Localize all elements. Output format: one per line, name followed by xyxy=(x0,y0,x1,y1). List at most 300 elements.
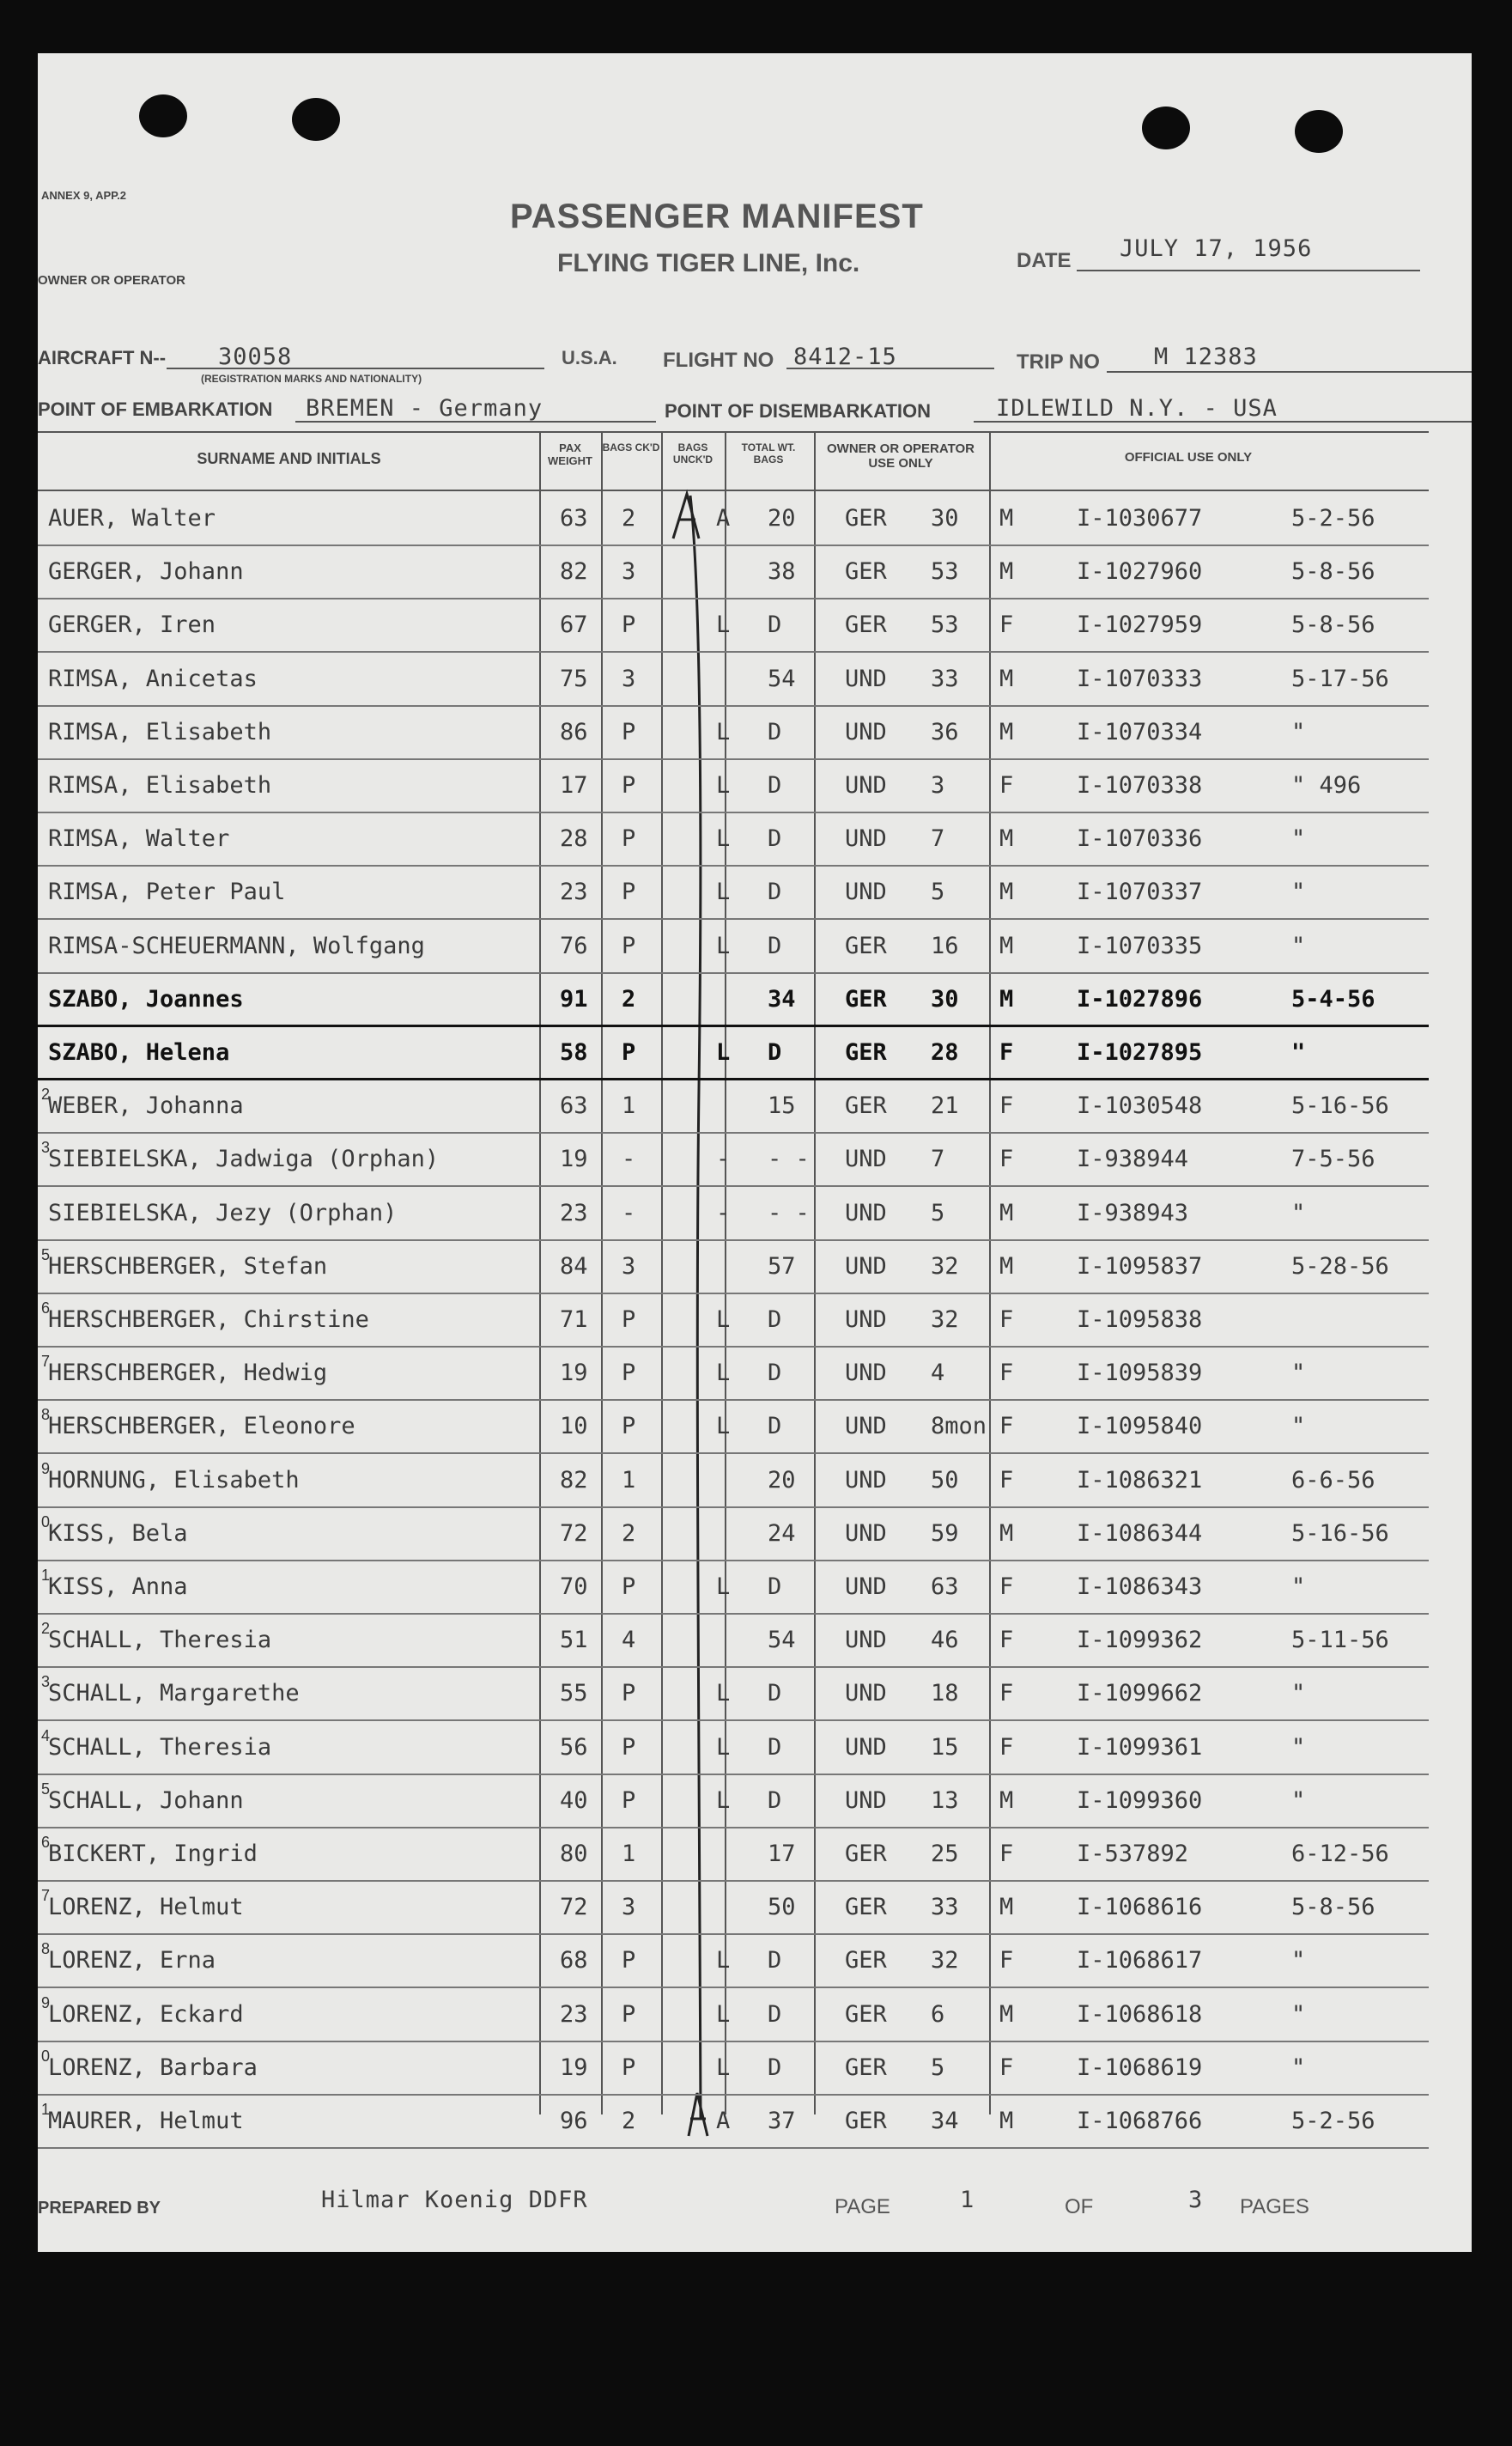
bags-checked: 3 xyxy=(622,1252,636,1280)
row-margin-number: 1 xyxy=(41,1567,51,1584)
nationality: UND xyxy=(845,718,887,745)
nationality: UND xyxy=(845,1252,887,1280)
document-id: I-1095839 xyxy=(1077,1360,1203,1387)
document-id: I-1070336 xyxy=(1077,825,1203,853)
document-id: I-1099360 xyxy=(1077,1786,1203,1814)
document-id: I-1095840 xyxy=(1077,1413,1203,1440)
table-row xyxy=(38,1775,1472,1828)
nationality: GER xyxy=(845,1947,887,1974)
row-margin-number: 1 xyxy=(41,2101,51,2118)
issue-date: " xyxy=(1291,1360,1306,1387)
passenger-name: SCHALL, Johann xyxy=(48,1786,244,1814)
passenger-name: HORNUNG, Elisabeth xyxy=(48,1466,300,1494)
bags-checked: 1 xyxy=(622,1092,636,1120)
bags-checked: P xyxy=(622,772,636,799)
row-margin-number: 3 xyxy=(41,1673,51,1691)
passenger-name: SZABO, Joannes xyxy=(48,985,244,1013)
age: 5 xyxy=(931,879,945,906)
document-id: I-1086321 xyxy=(1077,1466,1203,1494)
passenger-name: KISS, Bela xyxy=(48,1519,188,1547)
nationality: UND xyxy=(845,1519,887,1547)
age: 53 xyxy=(931,558,959,586)
pax-weight: 55 xyxy=(560,1680,588,1707)
row-margin-number: 2 xyxy=(41,1086,51,1104)
issue-date: " xyxy=(1291,825,1306,853)
bags-checked: 3 xyxy=(622,558,636,586)
pax-weight: 28 xyxy=(560,825,588,853)
row-margin-number: 3 xyxy=(41,1139,51,1157)
table-row xyxy=(38,2042,1472,2096)
age: 5 xyxy=(931,2054,945,2081)
total-weight: D xyxy=(768,1573,782,1600)
table-row xyxy=(38,760,1472,813)
total-weight: 54 xyxy=(768,1627,796,1654)
total-weight: D xyxy=(768,772,782,799)
issue-date: 5-4-56 xyxy=(1291,985,1375,1013)
issue-date: 6-12-56 xyxy=(1291,1841,1389,1867)
bags-checked: P xyxy=(622,1413,636,1440)
pax-weight: 80 xyxy=(560,1841,588,1867)
age: 28 xyxy=(931,1039,959,1066)
document-id: I-1095838 xyxy=(1077,1306,1203,1333)
age: 33 xyxy=(931,665,959,692)
bags-checked: 3 xyxy=(622,665,636,692)
document-id: I-1068616 xyxy=(1077,1894,1203,1921)
sex: F xyxy=(999,1680,1014,1707)
bags-checked: P xyxy=(622,1680,636,1707)
table-row xyxy=(38,1882,1472,1935)
passenger-name: SCHALL, Theresia xyxy=(48,1733,272,1761)
sex: M xyxy=(999,505,1014,532)
row-margin-number: 2 xyxy=(41,1620,51,1638)
bags-checked: P xyxy=(622,879,636,906)
issue-date: 5-17-56 xyxy=(1291,665,1389,692)
issue-date: 5-8-56 xyxy=(1291,1894,1375,1921)
of-label: OF xyxy=(1065,2195,1094,2218)
nationality: UND xyxy=(845,1413,887,1440)
total-weight: 37 xyxy=(768,2108,796,2134)
col-name-header: SURNAME AND INITIALS xyxy=(197,450,381,467)
nationality: GER xyxy=(845,1092,887,1120)
document-id: I-1070334 xyxy=(1077,718,1203,745)
bags-checked: P xyxy=(622,825,636,853)
table-row xyxy=(38,1828,1472,1882)
total-weight: D xyxy=(768,718,782,745)
age: 46 xyxy=(931,1627,959,1654)
sex: F xyxy=(999,1306,1014,1333)
total-weight: D xyxy=(768,612,782,639)
company-name: FLYING TIGER LINE, Inc. xyxy=(557,249,860,277)
age: 32 xyxy=(931,1252,959,1280)
row-margin-number: 9 xyxy=(41,1993,51,2011)
row-margin-number: 4 xyxy=(41,1726,51,1744)
pax-weight: 17 xyxy=(560,772,588,799)
pax-weight: 76 xyxy=(560,932,588,959)
sex: M xyxy=(999,1252,1014,1280)
document-id: I-1086343 xyxy=(1077,1573,1203,1600)
sex: F xyxy=(999,1841,1014,1867)
sex: F xyxy=(999,1947,1014,1974)
pax-weight: 70 xyxy=(560,1573,588,1600)
prepared-label: PREPARED BY xyxy=(38,2199,161,2218)
issue-date: 6-6-56 xyxy=(1291,1466,1375,1494)
date-value: JULY 17, 1956 xyxy=(1120,235,1313,262)
nationality: UND xyxy=(845,825,887,853)
document-id: I-1027895 xyxy=(1077,1039,1203,1066)
document-id: I-1027959 xyxy=(1077,612,1203,639)
bags-unchecked: L xyxy=(716,879,731,906)
age: 36 xyxy=(931,718,959,745)
table-row xyxy=(38,813,1472,867)
passenger-name: RIMSA, Walter xyxy=(48,825,230,853)
total-weight: D xyxy=(768,1680,782,1707)
sex: M xyxy=(999,2000,1014,2028)
table-row xyxy=(38,707,1472,760)
row-margin-number: 5 xyxy=(41,1780,51,1798)
bags-checked: P xyxy=(622,1039,636,1066)
table-row xyxy=(38,493,1472,546)
bags-checked: - xyxy=(622,1199,636,1226)
nationality: GER xyxy=(845,1841,887,1867)
col-weight-header: PAX WEIGHT xyxy=(548,441,592,467)
nationality: UND xyxy=(845,1573,887,1600)
bags-checked: 4 xyxy=(622,1627,636,1654)
nationality: GER xyxy=(845,612,887,639)
col-ckd-header: BAGS CK'D xyxy=(602,441,660,453)
bags-checked: P xyxy=(622,1573,636,1600)
age: 50 xyxy=(931,1466,959,1494)
annex-note: ANNEX 9, APP.2 xyxy=(41,189,126,202)
table-row xyxy=(38,1722,1472,1775)
pax-weight: 96 xyxy=(560,2108,588,2134)
nationality: GER xyxy=(845,558,887,586)
pax-weight: 82 xyxy=(560,1466,588,1494)
table-row xyxy=(38,1615,1472,1668)
sex: F xyxy=(999,772,1014,799)
table-row xyxy=(38,867,1472,920)
issue-date: 5-11-56 xyxy=(1291,1627,1389,1654)
document-id: I-1068619 xyxy=(1077,2054,1203,2081)
sex: M xyxy=(999,718,1014,745)
table-row xyxy=(38,654,1472,707)
table-row xyxy=(38,1935,1472,1988)
issue-date: " xyxy=(1291,932,1306,959)
sex: M xyxy=(999,558,1014,586)
punch-hole xyxy=(1142,106,1190,149)
issue-date: " xyxy=(1291,1039,1306,1066)
bags-checked: 2 xyxy=(622,2108,636,2134)
sex: M xyxy=(999,1519,1014,1547)
table-row xyxy=(38,1989,1472,2042)
bags-checked: - xyxy=(622,1146,636,1173)
table-row xyxy=(38,1080,1472,1134)
nationality: UND xyxy=(845,1466,887,1494)
total-weight: D xyxy=(768,1039,782,1066)
pax-weight: 19 xyxy=(560,1146,588,1173)
issue-date: 5-2-56 xyxy=(1291,2108,1375,2134)
table-row xyxy=(38,2096,1472,2149)
issue-date: " xyxy=(1291,1786,1306,1814)
pax-weight: 56 xyxy=(560,1733,588,1761)
col-official-header: OFFICIAL USE ONLY xyxy=(1124,450,1253,465)
bags-unchecked: L xyxy=(716,612,731,639)
bags-unchecked: A xyxy=(716,2108,731,2134)
total-weight: 20 xyxy=(768,505,796,532)
total-weight: D xyxy=(768,825,782,853)
passenger-name: SZABO, Helena xyxy=(48,1039,230,1066)
document-id: I-1068766 xyxy=(1077,2108,1203,2134)
pages-label: PAGES xyxy=(1240,2195,1309,2218)
bags-checked: P xyxy=(622,1947,636,1974)
total-weight: D xyxy=(768,2000,782,2028)
pax-weight: 23 xyxy=(560,1199,588,1226)
document-id: I-1099362 xyxy=(1077,1627,1203,1654)
trip-label: TRIP NO xyxy=(1017,350,1100,374)
nationality: GER xyxy=(845,1039,887,1066)
document-id: I-1027896 xyxy=(1077,985,1203,1013)
issue-date: 5-8-56 xyxy=(1291,558,1375,586)
punch-hole xyxy=(139,94,187,137)
total-weight: - - xyxy=(768,1199,810,1226)
pax-weight: 68 xyxy=(560,1947,588,1974)
total-weight: D xyxy=(768,1786,782,1814)
document-id: I-1030677 xyxy=(1077,505,1203,532)
issue-date: 5-16-56 xyxy=(1291,1519,1389,1547)
owner-label: OWNER OR OPERATOR xyxy=(38,273,185,288)
document-id: I-938944 xyxy=(1077,1146,1189,1173)
col-total-header: TOTAL WT. BAGS xyxy=(741,441,796,465)
bags-unchecked: - xyxy=(716,1199,731,1226)
bags-checked: P xyxy=(622,2054,636,2081)
document-id: I-1099662 xyxy=(1077,1680,1203,1707)
embark-value: BREMEN - Germany xyxy=(306,395,543,422)
of-value: 3 xyxy=(1188,2187,1204,2213)
punch-hole xyxy=(1295,110,1343,153)
row-margin-number: 8 xyxy=(41,1406,51,1424)
row-margin-number: 6 xyxy=(41,1834,51,1851)
bags-checked: P xyxy=(622,2000,636,2028)
row-margin-number: 0 xyxy=(41,2047,51,2065)
passenger-name: GERGER, Johann xyxy=(48,558,244,586)
document-id: I-1027960 xyxy=(1077,558,1203,586)
document-id: I-1086344 xyxy=(1077,1519,1203,1547)
pax-weight: 23 xyxy=(560,2000,588,2028)
nationality: UND xyxy=(845,1786,887,1814)
row-margin-number: 9 xyxy=(41,1459,51,1477)
table-row xyxy=(38,1027,1472,1080)
pax-weight: 40 xyxy=(560,1786,588,1814)
age: 18 xyxy=(931,1680,959,1707)
pax-weight: 82 xyxy=(560,558,588,586)
passenger-name: HERSCHBERGER, Hedwig xyxy=(48,1360,328,1387)
issue-date: " xyxy=(1291,879,1306,906)
nationality: UND xyxy=(845,1733,887,1761)
issue-date: 5-16-56 xyxy=(1291,1092,1389,1120)
sex: M xyxy=(999,1199,1014,1226)
table-row xyxy=(38,1241,1472,1294)
sex: F xyxy=(999,2054,1014,2081)
pax-weight: 67 xyxy=(560,612,588,639)
table-row xyxy=(38,1134,1472,1187)
disembark-label: POINT OF DISEMBARKATION xyxy=(665,400,932,422)
passenger-name: LORENZ, Erna xyxy=(48,1947,216,1974)
pax-weight: 91 xyxy=(560,985,588,1013)
age: 30 xyxy=(931,985,959,1013)
sex: F xyxy=(999,1573,1014,1600)
row-margin-number: 7 xyxy=(41,1353,51,1371)
sex: M xyxy=(999,665,1014,692)
age: 4 xyxy=(931,1360,945,1387)
pax-weight: 58 xyxy=(560,1039,588,1066)
total-weight: 38 xyxy=(768,558,796,586)
row-margin-number: 6 xyxy=(41,1299,51,1317)
bags-unchecked: L xyxy=(716,1786,731,1814)
table-row xyxy=(38,546,1472,599)
bags-unchecked: - xyxy=(716,1146,731,1173)
total-weight: 20 xyxy=(768,1466,796,1494)
passenger-name: WEBER, Johanna xyxy=(48,1092,244,1120)
aircraft-label: AIRCRAFT N-- xyxy=(38,347,167,368)
total-weight: D xyxy=(768,1306,782,1333)
age: 32 xyxy=(931,1947,959,1974)
bags-checked: P xyxy=(622,718,636,745)
passenger-name: MAURER, Helmut xyxy=(48,2108,244,2134)
col-unckd-header: BAGS UNCK'D xyxy=(672,441,713,465)
issue-date: 5-8-56 xyxy=(1291,612,1375,639)
pax-weight: 75 xyxy=(560,665,588,692)
total-weight: D xyxy=(768,2054,782,2081)
passenger-name: SCHALL, Margarethe xyxy=(48,1680,300,1707)
age: 30 xyxy=(931,505,959,532)
total-weight: 34 xyxy=(768,985,796,1013)
nationality: GER xyxy=(845,505,887,532)
sex: F xyxy=(999,1360,1014,1387)
embark-label: POINT OF EMBARKATION xyxy=(38,399,273,420)
bags-checked: P xyxy=(622,612,636,639)
passenger-name: BICKERT, Ingrid xyxy=(48,1841,258,1867)
nationality: UND xyxy=(845,665,887,692)
document-id: I-1099361 xyxy=(1077,1733,1203,1761)
bags-unchecked: L xyxy=(716,1680,731,1707)
age: 34 xyxy=(931,2108,959,2134)
age: 5 xyxy=(931,1199,945,1226)
age: 63 xyxy=(931,1573,959,1600)
bags-unchecked: L xyxy=(716,1733,731,1761)
document-id: I-1095837 xyxy=(1077,1252,1203,1280)
manifest-sheet xyxy=(38,53,1472,2252)
page-label: PAGE xyxy=(835,2195,890,2218)
passenger-name: LORENZ, Barbara xyxy=(48,2054,258,2081)
row-margin-number: 0 xyxy=(41,1512,51,1530)
nationality: UND xyxy=(845,1199,887,1226)
bags-checked: 1 xyxy=(622,1466,636,1494)
passenger-name: RIMSA, Peter Paul xyxy=(48,879,286,906)
document-id: I-1070335 xyxy=(1077,932,1203,959)
nationality: UND xyxy=(845,1627,887,1654)
trip-value: M 12383 xyxy=(1154,344,1258,370)
pax-weight: 71 xyxy=(560,1306,588,1333)
passenger-name: LORENZ, Helmut xyxy=(48,1894,244,1921)
age: 15 xyxy=(931,1733,959,1761)
issue-date: " xyxy=(1291,718,1306,745)
sex: M xyxy=(999,1786,1014,1814)
nationality: UND xyxy=(845,1306,887,1333)
age: 21 xyxy=(931,1092,959,1120)
bags-unchecked: A xyxy=(716,505,731,532)
bags-checked: P xyxy=(622,1733,636,1761)
pax-weight: 19 xyxy=(560,2054,588,2081)
nationality: GER xyxy=(845,2108,887,2134)
issue-date: 5-28-56 xyxy=(1291,1252,1389,1280)
passenger-name: RIMSA, Anicetas xyxy=(48,665,258,692)
sex: F xyxy=(999,612,1014,639)
issue-date: " xyxy=(1291,1733,1306,1761)
document-id: I-1070337 xyxy=(1077,879,1203,906)
nationality: UND xyxy=(845,879,887,906)
bags-unchecked: L xyxy=(716,1947,731,1974)
table-row xyxy=(38,1668,1472,1721)
bags-checked: P xyxy=(622,932,636,959)
total-weight: 50 xyxy=(768,1894,796,1921)
nationality: UND xyxy=(845,1146,887,1173)
table-row xyxy=(38,1455,1472,1508)
bags-checked: 2 xyxy=(622,985,636,1013)
document-id: I-537892 xyxy=(1077,1841,1189,1867)
age: 53 xyxy=(931,612,959,639)
pax-weight: 63 xyxy=(560,505,588,532)
bags-checked: 2 xyxy=(622,505,636,532)
sex: M xyxy=(999,879,1014,906)
total-weight: 57 xyxy=(768,1252,796,1280)
sex: M xyxy=(999,985,1014,1013)
bags-unchecked: L xyxy=(716,1039,731,1066)
issue-date: " xyxy=(1291,2054,1306,2081)
punch-hole xyxy=(292,98,340,141)
pax-weight: 84 xyxy=(560,1252,588,1280)
age: 59 xyxy=(931,1519,959,1547)
sex: F xyxy=(999,1733,1014,1761)
total-weight: D xyxy=(768,1947,782,1974)
passenger-name: HERSCHBERGER, Chirstine xyxy=(48,1306,369,1333)
bags-checked: 3 xyxy=(622,1894,636,1921)
total-weight: D xyxy=(768,1360,782,1387)
prepared-value: Hilmar Koenig DDFR xyxy=(321,2187,588,2213)
document-id: I-1068618 xyxy=(1077,2000,1203,2028)
passenger-name: HERSCHBERGER, Stefan xyxy=(48,1252,328,1280)
total-weight: 15 xyxy=(768,1092,796,1120)
bags-unchecked: L xyxy=(716,932,731,959)
bags-unchecked: L xyxy=(716,1573,731,1600)
document-id: I-1030548 xyxy=(1077,1092,1203,1120)
row-margin-number: 5 xyxy=(41,1245,51,1263)
issue-date: " xyxy=(1291,1413,1306,1440)
pax-weight: 51 xyxy=(560,1627,588,1654)
nationality: UND xyxy=(845,1360,887,1387)
total-weight: D xyxy=(768,879,782,906)
bags-unchecked: L xyxy=(716,1360,731,1387)
bags-unchecked: L xyxy=(716,1306,731,1333)
total-weight: D xyxy=(768,932,782,959)
bags-checked: 2 xyxy=(622,1519,636,1547)
nationality: UND xyxy=(845,1680,887,1707)
table-row xyxy=(38,1348,1472,1401)
total-weight: 54 xyxy=(768,665,796,692)
age: 7 xyxy=(931,825,945,853)
passenger-name: RIMSA, Elisabeth xyxy=(48,772,272,799)
bags-unchecked: L xyxy=(716,772,731,799)
bags-checked: P xyxy=(622,1360,636,1387)
col-owner-header: OWNER OR OPERATOR USE ONLY xyxy=(827,441,975,471)
